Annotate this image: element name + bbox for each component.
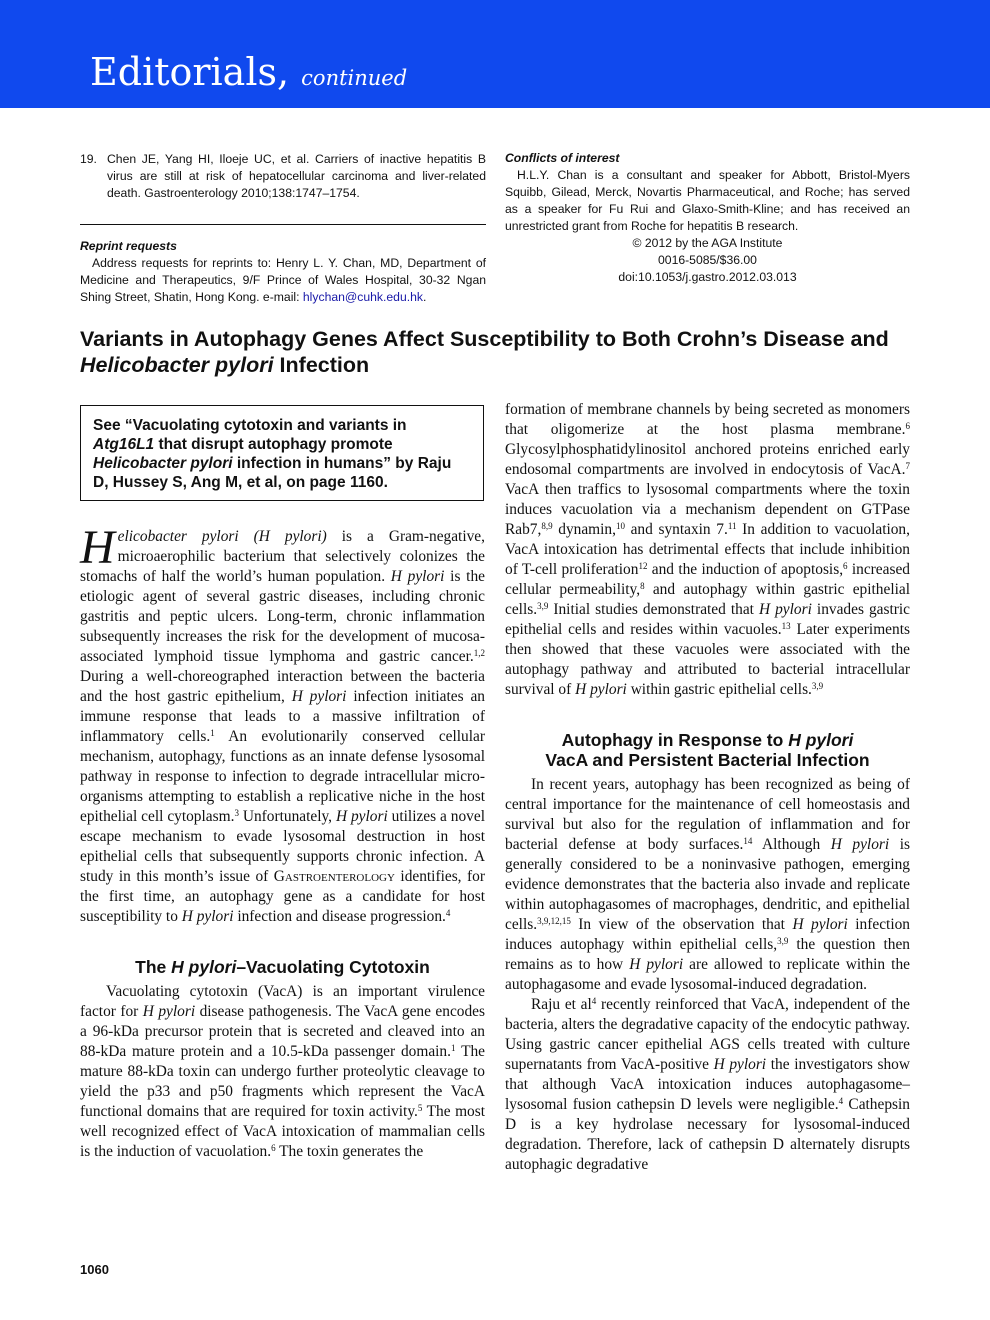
reprint-heading: Reprint requests xyxy=(80,239,177,253)
body-paragraph: Vacuolating cytotoxin (VacA) is an important virulence factor for H pylori disease pathogenesis. The VacA gene encodes a 96-kDa precursor protein that is secreted and cleaved into an 88-kDa mature protein and a 10.5-kDa passenger domain.$^1$ The mature 88-kDa toxin can undergo further proteolytic cleavage to yield the p33 and p50 fragments which represent the VacA functional domains that are required for toxin activity.$^5$ The most well recognized effect of VacA intoxication of mammalian cells is the induction of vacuolation.$^6$ The toxin generates the xyxy=(80,983,486,1160)
reprint-text: Address requests for reprints to: Henry L. Y. Chan, MD, Department of Medicine and Therapeutics, 9/F Prince of Wales Hospital, 30-32 Ngan Shing Street, Shatin, Hong Kong. e-mail: xyxy=(80,256,486,304)
section-banner xyxy=(0,0,990,108)
page-number: 1060 xyxy=(80,1262,109,1277)
conflicts-of-interest xyxy=(505,150,910,286)
body-paragraph: Helicobacter pylori (H pylori) is a Gram-negative, microaerophilic bacterium that selectively colonizes the stomachs of half the world’s human population. H pylori is the etiologic agent of several gastric diseases, including chronic gastritis and peptic ulcers. Long-term, chronic inflammation subsequently increases the risk for the development of mucosa-associated lymphoid tissue lymphoma and gastric cancer.$^{1,2}$ During a well-choreographed interaction between the bacteria and the host gastric epithelium, H pylori infection initiates an immune response that leads to a massive infiltration of inflammatory cells.$^1$ An evolutionarily conserved cellular mechanism, autophagy, functions as an innate defense lysosomal pathway in response to infection to degrade intracellular micro-organisms attempting to establish a replicative niche in the host epithelial cell cytoplasm.$^3$ Unfortunately, H pylori utilizes a novel escape mechanism to evade lysosomal destruction in host epithelial cells that subsequently supports chronic infection. A study in this month’s issue of Gastroenterology identifies, for the first time, an autophagy gene as a candidate for host susceptibility to H pylori infection and disease progression.$^4$ xyxy=(80,521,485,925)
copyright-line: © 2012 by the AGA Institute xyxy=(632,236,783,250)
body-paragraph: In recent years, autophagy has been recognized as being of central importance for the maintenance of cell homeostasis and survival but also for the regulation of inflammation and for bacterial defense at body surfaces.$^{14}$ Although H pylori is generally considered to be a noninvasive pathogen, emerging evidence demonstrates that the bacteria also invade and replicate within autophagasomes of macrophages, dendritic, and epithelial cells.$^{3,9,12,15}$ In view of the observation that H pylori infection induces autophagy within epithelial cells,$^{3,9}$ the question then remains as to how H pylori are allowed to replicate within the autophagasome and evade lysosomal-induced degradation. xyxy=(505,776,911,993)
reference-number: 19. xyxy=(80,152,97,166)
conflicts-heading: Conflicts of interest xyxy=(505,151,620,165)
doi-line: doi:10.1053/j.gastro.2012.03.013 xyxy=(618,270,797,284)
see-also-box: See “Vacuolating cytotoxin and variants in Atg16L1 that disrupt autophagy promote Helicobacter pylori infection in humans” by Raju D, Hussey S, Ang M, et al, on page 1160. xyxy=(80,405,484,501)
drop-cap: H xyxy=(80,521,115,574)
continued-label: continued xyxy=(301,66,408,90)
issn-line: 0016-5085/$36.00 xyxy=(658,253,757,267)
body-paragraph: Raju et $al^4$ recently reinforced that VacA, independent of the bacteria, alters the degradative capacity of the endocytic pathway. Using gastric cancer epithelial AGS cells treated with culture supernatants from VacA-positive H pylori the investigators show that although VacA intoxication induces autophagasome–lysosomal fusion cathepsin D levels were negligible.$^4$ Cathepsin D is a key hydrolase necessary for lysosomal-induced degradation. Therefore, lack of cathepsin D alternately disrupts autophagic degradative xyxy=(505,996,910,1173)
section-title: Editorials, continued xyxy=(90,50,408,94)
email-link[interactable]: hlychan@cuhk.edu.hk xyxy=(302,290,423,304)
divider-rule xyxy=(80,224,486,225)
article-title: Variants in Autophagy Genes Affect Susceptibility to Both Crohn’s Disease and Helicobacter pylori Infection xyxy=(80,327,889,377)
subheading-autophagy: Autophagy in Response to H pylori VacA and Persistent Bacterial Infection xyxy=(545,730,870,770)
reference-text: Chen JE, Yang HI, Iloeje UC, et al. Carriers of inactive hepatitis B virus are still at risk of hepatocellular carcinoma and liver-related death. Gastroenterology 2010;138:1747–1754. xyxy=(107,152,486,200)
reference-19 xyxy=(80,151,486,202)
left-column xyxy=(80,521,486,1162)
right-column xyxy=(505,400,910,1175)
body-paragraph: formation of membrane channels by being secreted as monomers that oligomerize at the host plasma membrane.$^6$ Glycosylphosphatidylinositol anchored proteins enriched early endosomal compartments are involved in endocytosis of VacA.$^7$ VacA then traffics to lysosomal compartments where the toxin induces vacuolation via a mechanism dependent on GTPase Rab7,$^{8,9}$ dynamin,$^{10}$ and syntaxin 7.11 In addition to vacuolation, VacA intoxication has detrimental effects that include inhibition of T-cell proliferation$^{12}$ and the induction of apoptosis,$^6$ increased cellular permeability,$^8$ and autophagy within gastric epithelial cells.$^{3,9}$ Initial studies demonstrated that H pylori invades gastric epithelial cells and resides within vacuoles.$^{13}$ Later experiments then showed that these vacuoles were associated with the autophagy pathway and attributed to bacterial intracellular survival of H pylori within gastric epithelial cells.$^{3,9}$ xyxy=(505,401,910,698)
subheading-vaca: The H pylori–Vacuolating Cytotoxin xyxy=(135,957,430,977)
reprint-requests: Reprint requests Address requests for reprints to: Henry L. Y. Chan, MD, Department of Medicine and Therapeutics, 9/F Prince of Wales Hospital, 30-32 Ngan Shing Street, Shatin, Hong Kong. e-mail: hlychan@cuhk.edu.hk. xyxy=(80,239,486,304)
conflicts-text: H.L.Y. Chan is a consultant and speaker for Abbott, Bristol-Myers Squibb, Gilead, Merck, Novartis Pharmaceutical, and Roche; has served as a speaker for Fu Rui and Glaxo-Smith-Kline; and has received an unrestricted grant from Roche for hepatitis B research. xyxy=(505,168,910,233)
